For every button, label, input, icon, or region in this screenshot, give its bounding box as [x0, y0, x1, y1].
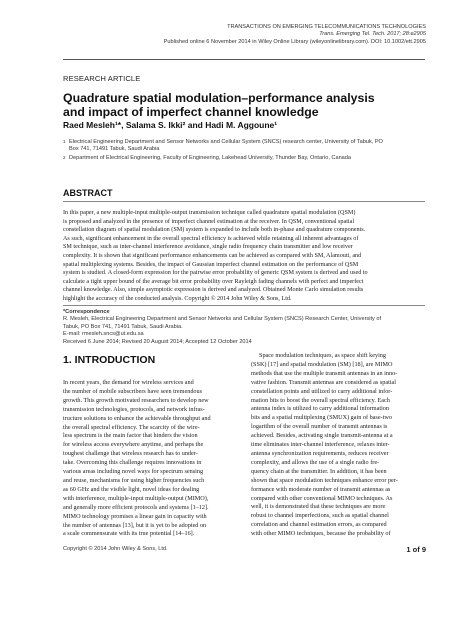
title-line-2: and impact of imperfect channel knowledge: [63, 105, 319, 120]
paragraph-line: In recent years, the demand for wireless services and: [63, 379, 194, 386]
affiliation-number: 2: [63, 155, 66, 160]
left-column: [63, 379, 237, 539]
abstract-line: calculate a tight upper bound of the average bit error probability over Rayleigh fading channels with perfect and imperfect: [63, 278, 364, 285]
paragraph-line: less spectrum is the main factor that hinders the vision: [63, 432, 198, 440]
correspondence-address: Tabuk, PO Box 741, 71491 Tabuk, Saudi Arabia.: [63, 323, 183, 330]
abstract-line: constellation diagram of spatial modulation (SM) system is expanded to include both in-phase and quadrature components.: [63, 227, 366, 234]
paragraph-line: as 60 GHz and the visible light, novel ideas for dealing: [63, 485, 200, 493]
paragraph-line: antenna index is utilized to carry additional information: [251, 405, 389, 413]
paragraph-line: the number of mobile subscribers have seen tremendous: [63, 387, 203, 395]
affiliation-2: [63, 155, 425, 163]
article-type: RESEARCH ARTICLE: [63, 74, 141, 83]
paragraph-line: antenna synchronization requirements, reduces receiver: [251, 449, 389, 457]
abstract-line: spatial multiplexing systems. Besides, the impact of Gaussian imperfect channel estimation on the performance of QSM: [63, 261, 359, 268]
abstract-divider-bottom: [63, 305, 425, 306]
header-divider: [63, 59, 425, 60]
abstract-line: complexity. It is shown that significant performance enhancements can be achieved as compared with SM, Alamouti, and: [63, 252, 362, 259]
paragraph-line: correlation and channel estimation errors, as compared: [251, 521, 387, 529]
paragraph-line: robust to channel imperfections, such as spatial channel: [251, 512, 389, 520]
affiliation-text: Electrical Engineering Department and Sensor Networks and Cellular System (SNCS) research center, University of Tabuk, PO: [69, 139, 383, 145]
paragraph-line: (SSK) [17] and spatial modulation (SM) [18], are MIMO: [251, 360, 393, 368]
paper-title: [63, 91, 423, 119]
paragraph-line: vative fashion. Transmit antennas are considered as spatial: [251, 378, 397, 386]
paragraph-line: and reuse, mechanisms for using higher frequencies such: [63, 476, 205, 484]
abstract-line: system is studied. A closed-form expression for the pairwise error probability of generic QSM system is derived and used to: [63, 270, 368, 277]
paragraph-line: MIMO technology promises a linear gain in capacity with: [63, 512, 207, 520]
paragraph-line: and generally more efficient protocols and systems [1–12].: [63, 503, 209, 511]
journal-header: [164, 24, 426, 46]
abstract-body: [63, 209, 425, 304]
section-heading-introduction: 1. INTRODUCTION: [63, 354, 156, 366]
journal-name: TRANSACTIONS ON EMERGING TELECOMMUNICATIONS TECHNOLOGIES: [227, 24, 426, 30]
abstract-line: channel knowledge. Also, simple asymptotic expression is derived and analyzed. Obtained Monte Carlo simulation results: [63, 287, 364, 294]
paragraph-line: with interference, multiple-input multiple-output (MIMO),: [63, 494, 209, 502]
paragraph-line: time eliminates inter-channel interference, relaxes inter-: [251, 441, 390, 449]
received-dates: Received 6 June 2014; Revised 20 August 2014; Accepted 12 October 2014: [63, 339, 252, 345]
paragraph-line: mation bits to boost the overall spectral efficiency. Each: [251, 396, 390, 404]
abstract-divider-top: [63, 201, 425, 202]
affiliation-number: 1: [63, 139, 66, 144]
affiliation-text: Department of Electrical Engineering, Faculty of Engineering, Lakehead University, Thunder Bay, Ontario, Canada: [69, 155, 352, 161]
publication-info: Published online 6 November 2014 in Wiley Online Library (wileyonlinelibrary.com). DOI: 10.1002/ett.2905: [163, 38, 426, 45]
paragraph-line: for wireless access everywhere anytime, and perhaps the: [63, 441, 204, 449]
paragraph-line: take. Overcoming this challenge requires innovations in: [63, 459, 202, 467]
abstract-line: highlight the accuracy of the conducted analysis. Copyright © 2014 John Wiley & Sons, Ltd.: [63, 295, 292, 302]
affiliation-text: Box 741, 71491 Tabuk, Saudi Arabia: [69, 146, 160, 152]
abstract-heading: ABSTRACT: [63, 188, 113, 198]
paragraph-line: constellation points and utilized to carry additional infor-: [251, 387, 393, 395]
paragraph-line: bits and a spatial multiplexing (SMUX) gain of base-two: [251, 414, 392, 422]
paragraph-line: complexity, and allows the use of a single radio fre-: [251, 458, 380, 466]
abstract-line: In this paper, a new multiple-input multiple-output transmission technique called quadrature spatial modulation (QSM): [63, 210, 356, 216]
paragraph-line: the number of antennas [13], but it is yet to be adopted on: [63, 521, 207, 529]
paragraph-line: with other MIMO techniques, because the probability of: [251, 530, 391, 538]
paragraph-line: well, it is demonstrated that these techniques are more: [251, 503, 386, 511]
paragraph-line: formance with moderate number of transmit antennas as: [251, 485, 391, 493]
affiliation-1: [63, 139, 425, 155]
paragraph-line: tructure solutions to enhance the achievable throughput and: [63, 414, 211, 422]
paragraph-line: a scale commensurate with its true potential [14–16].: [63, 530, 195, 538]
correspondence-block: [63, 309, 425, 339]
journal-citation: Trans. Emerging Tel. Tech. 2017; 28:e2905: [319, 31, 426, 38]
paragraph-line: Space modulation techniques, as space shift keying: [259, 352, 386, 359]
author-list: Raed Mesleh¹*, Salama S. Ikki² and Hadi M. Aggoune¹: [63, 120, 278, 130]
abstract-line: SM technique, such as inter-channel interference avoidance, single radio frequency chain transmitter and low receiver: [63, 244, 353, 251]
paragraph-line: achieved. Besides, activating single transmit-antenna at a: [251, 432, 393, 440]
correspondence-heading: *Correspondence: [63, 309, 110, 315]
paragraph-line: toughest challenge that wireless research has to under-: [63, 450, 198, 458]
footer-copyright: Copyright © 2014 John Wiley & Sons, Ltd.: [63, 546, 168, 552]
paragraph-line: methods that use the multiple transmit antennas in an inno-: [251, 369, 398, 377]
paragraph-line: transmission technologies, protocols, and network infras-: [63, 405, 205, 413]
page-number: 1 of 9: [406, 545, 426, 554]
correspondence-address: R. Mesleh, Electrical Engineering Department and Sensor Networks and Cellular System (SNCS) Research Center, University of: [63, 316, 382, 323]
paragraph-line: growth. This growth motivated researchers to develop new: [63, 396, 209, 404]
paragraph-line: logarithm of the overall number of transmit antennas is: [251, 423, 388, 431]
abstract-line: As such, significant enhancement in the overall spectral efficiency is achieved while retaining all inherent advantages of: [63, 235, 359, 242]
paragraph-line: the overall spectral efficiency. The scarcity of the wire-: [63, 423, 200, 431]
paragraph-line: compared with other conventional MIMO techniques. As: [251, 494, 393, 502]
right-column: [251, 352, 425, 539]
paragraph-line: various areas including novel ways for spectrum sensing: [63, 468, 204, 476]
correspondence-email[interactable]: E-mail: rmesleh.sncs@ut.edu.sa: [63, 331, 144, 338]
paragraph-line: shown that space modulation techniques enhance error per-: [251, 476, 398, 484]
title-line-1: Quadrature spatial modulation–performance analysis: [63, 91, 375, 105]
abstract-line: is proposed and analyzed in the presence of imperfect channel estimation at the receiver. In QSM, conventional spatial: [63, 218, 355, 225]
paragraph-line: quency chain at the transmitter. In addition, it has been: [251, 467, 387, 475]
